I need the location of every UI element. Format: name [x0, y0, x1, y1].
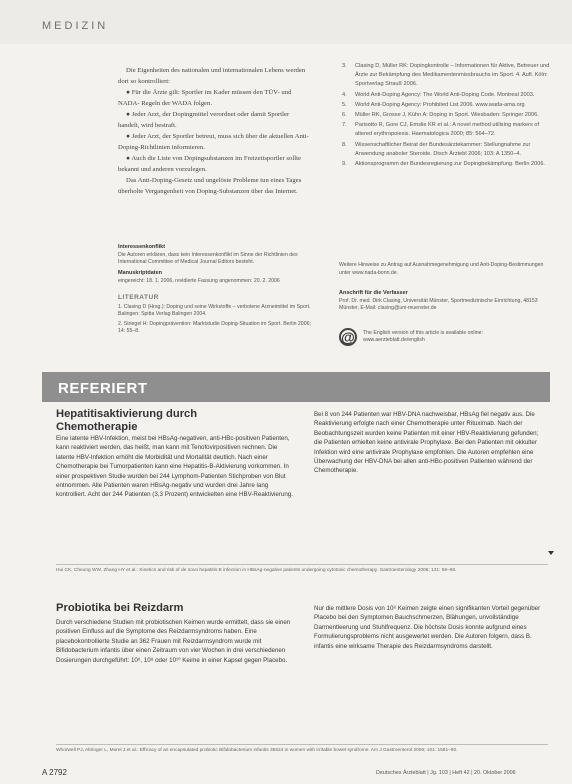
divider — [56, 564, 548, 565]
literature-block — [118, 294, 318, 336]
article-left-column: Eine latente HBV-Infektion, meist bei HBsAg-negativen, anti-HBc-positiven Patienten, kann reaktiviert werden, das heißt, man kann mit Tenofovirpositiven rechnen. Die latente HBV-Infektion erhöht die Morbidität und Mortalität deutlich. Nach einer Chemotherapie bei Tumorpatienten kann eine Hepatitis-B-Aktivierung vorkommen. In einer prospektiven Studie wurden bei 244 Lymphom-Patienten Stichproben von Blut entnommen. Alle Patienten waren HBsAg-negativ und wurden drei Jahre lang kontrolliert. Acht der 244 Patienten (3,3 Prozent) entwickelten eine HBV-Reaktivierung. — [56, 435, 293, 499]
interest-text: Die Autoren erklären, dass kein Interessenkonflikt im Sinne der Richtlinien des International Committee of Medical Journal Editors besteht. — [118, 251, 298, 265]
english-version-text: The English version of this article is available online: www.aerzteblatt.de/english — [363, 329, 483, 343]
article-title: Hepatitisaktivierung durch Chemotherapie — [56, 408, 198, 433]
reference-list — [342, 62, 550, 170]
section-banner — [42, 372, 550, 402]
header-band — [0, 0, 572, 44]
paragraph: ● Jeder Arzt, der Sportler betreut, muss sich über die aktuellen Anti-Doping-Richtlinien informieren. — [118, 133, 309, 151]
article-title: Probiotika bei Reizdarm — [56, 602, 184, 614]
section-label: MEDIZIN — [42, 20, 109, 32]
note-block — [339, 262, 549, 277]
divider — [56, 744, 548, 745]
paragraph: Die Eigenheiten des nationalen und internationalen Lebens werden dort so kontrolliert: — [118, 67, 306, 85]
journal-info: Deutsches Ärzteblatt | Jg. 103 | Heft 42 | 20. Oktober 2006 — [376, 770, 516, 776]
correspondence-title: Anschrift für die Verfasser — [339, 290, 408, 296]
banner-title: REFERIERT — [58, 380, 148, 397]
note-text: Weitere Hinweise zu Antrag auf Ausnahmegenehmigung und Anti-Doping-Bestimmungen unter www.nada-bonn.de. — [339, 262, 544, 276]
paragraph: ● Jeder Arzt, der Dopingmittel verordnet oder damit Sportler handelt, wird bestraft. — [118, 111, 290, 129]
correspondence-block — [339, 290, 549, 313]
literature-item: 2. Striegel H: Dopingprävention: Marktstudie Doping-Situation im Sport. Berlin 2006; 14: 55–8. — [118, 320, 311, 334]
paragraph: ● Auch die Liste von Dopingsubstanzen im Freizeitsportler sollte bekannt und anderen vorzulegen. — [118, 155, 301, 173]
paragraph: Das Anti-Doping-Gesetz und ungelöste Probleme tun eines Tages überholte Vergangenheit von Doping-Substanzen über das Internet. — [118, 177, 302, 195]
article-right-column: Nur die mittlere Dosis von 10⁸ Keimen zeigte einen signifikanten Vorteil gegenüber Placebo bei den Symptomen Bauchschmerzen, Blähungen, unvollständige Darmentleerung und Stuhlfrequenz. Die höchste Dosis konnte aufgrund eines Formulierungsproblems nicht ausgewertet werden. Die Autoren folgern, dass B. infantis eine wirksame Therapie des Reizdarmsyndroms darstellt. — [314, 605, 541, 650]
article-right-column: Bei 8 von 244 Patienten war HBV-DNA nachweisbar, HBsAg fiel negativ aus. Die Reaktivierung erfolgte nach einer Chemotherapie unter Rituximab. Nach der Beobachtungszeit wurden keine Patienten mit einer HBV-Reaktivierung gefunden; die Patienten erhielten keine antivirale Prophylaxe. Bei den Patienten mit okkulter Infektion wird eine antivirale Prophylaxe empfohlen. Die Autoren empfehlen eine Überwachung der HBV-DNA bei allen anti-HBc-positiven Patienten während der Chemotherapie. — [314, 411, 539, 475]
manuscript-block — [118, 270, 318, 285]
end-mark-icon — [548, 551, 554, 555]
interest-block — [118, 244, 318, 267]
literature-item: 1. Clasing D (Hrsg.): Doping und seine Wirkstoffe – verbotene Arzneimittel im Sport. Balingen: Spitta Verlag Balingen 2004. — [118, 303, 311, 317]
article-source: Whorwell PJ, Altringer L, Morel J et al.: Efficacy of an encapsulated probiotic Bifidobacterium infantis 35624 in women with irritable bowel syndrome. Am J Gastroenterol 2006; 101: 1581–90. — [56, 748, 458, 753]
reference-item: 6. Müller RK, Grosse J, Kühn A: Doping in Sport. Wiesbaden: Springer 2006. — [342, 112, 539, 119]
reference-item: 8. Wissenschaftlicher Beirat der Bundesärztekammer: Stellungnahme zur Anwendung anaboler Steroide. Dtsch Ärztebl 2006; 103: A 1350–4. — [342, 141, 531, 157]
paragraph: ● Für die Ärzte gilt: Sportler im Kader müssen den TÜV- und NADA- Regeln der WADA folgen. — [118, 89, 292, 107]
reference-item: 9. Aktionsprogramm der Bundesregierung zur Dopingbekämpfung. Berlin 2006. — [342, 161, 545, 168]
reference-item: 4. World Anti-Doping Agency: The World Anti-Doping Code. Montreal 2003. — [342, 91, 535, 98]
manuscript-text: eingereicht: 18. 1. 2006, revidierte Fassung angenommen: 20. 2. 2006 — [118, 277, 280, 284]
at-sign-icon: @ — [339, 328, 357, 346]
reference-item: 3. Clasing D, Müller RK: Dopingkontrolle – Informationen für Aktive, Betreuer und Ärzte zur Bekämpfung des Medikamentenmissbrauchs im Sport. 4. Aufl. Köln: Sportverlag Strauß 2006. — [342, 63, 550, 88]
left-top-column — [118, 66, 312, 198]
literature-title: LITERATUR — [118, 294, 159, 301]
article-source: Hui CK, Cheung WW, Zhang HY et al.: Kinetics and risk of de novo hepatitis B infection in HBsAg-negative patients undergoing cytotoxic chemotherapy. Gastroenterology 2006; 131: 59–68. — [56, 568, 457, 573]
reference-item: 5. World Anti-Doping Agency: Prohibited List 2006. www.wada-ama.org — [342, 101, 525, 108]
interest-title: Interessenkonflikt — [118, 244, 166, 250]
page-number: A 2792 — [42, 768, 67, 777]
correspondence-text: Prof. Dr. med. Dirk Clasing, Universität Münster, Sportmedizinische Einrichtung, 48153 Münster, E-Mail: clasing@uni-muenster.de — [339, 297, 538, 311]
reference-item: 7. Parisotto R, Gore CJ, Emslie KR et al.: A novel method utilising markers of altered erythropoiesis. Haematologica 2000; 85: 564–72. — [342, 122, 540, 138]
article-left-column: Durch verschiedene Studien mit probiotischen Keimen wurde ermittelt, dass sie einen positiven Einfluss auf die Symptome des Reizdarmsyndroms haben. Eine placebokontrollierte Studie an 362 Frauen mit Reizdarmsyndrom wurde mit Bifidobacterium infantis über einen Zeitraum von vier Wochen in drei verschiedenen Dosierungen durchgeführt: 10⁶, 10⁸ oder 10¹⁰ Keime in einer Kapsel gegen Placebo. — [56, 619, 291, 664]
manuscript-title: Manuskriptdaten — [118, 270, 163, 276]
english-version-box — [339, 328, 539, 346]
